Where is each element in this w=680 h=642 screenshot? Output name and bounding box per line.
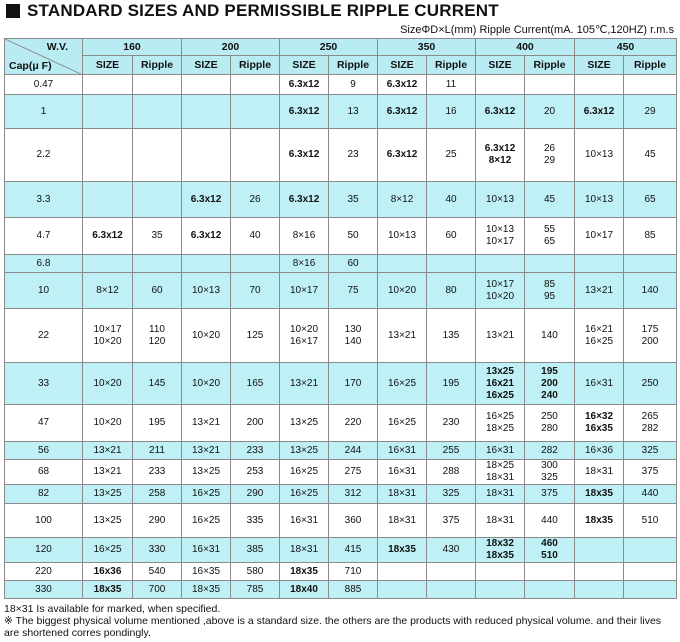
size-cell: 18×31 bbox=[476, 485, 525, 504]
size-cell bbox=[83, 255, 133, 273]
ripple-cell: 9 bbox=[329, 75, 378, 95]
ripple-cell: 20 bbox=[525, 95, 575, 129]
ripple-cell bbox=[525, 563, 575, 581]
size-cell: 6.3x12 bbox=[280, 182, 329, 218]
ripple-cell bbox=[427, 563, 476, 581]
ripple-cell: 200 bbox=[231, 405, 280, 442]
ripple-cell: 45 bbox=[624, 129, 677, 182]
ripple-cell bbox=[231, 95, 280, 129]
size-cell: 10×13 bbox=[476, 182, 525, 218]
ripple-cell: 430 bbox=[427, 538, 476, 563]
table-row bbox=[5, 182, 677, 218]
size-cell: 16×36 bbox=[575, 442, 624, 460]
size-cell: 6.3x12 bbox=[378, 75, 427, 95]
size-header: SIZE bbox=[280, 56, 329, 75]
size-cell: 16×25 bbox=[280, 485, 329, 504]
size-cell bbox=[378, 581, 427, 599]
size-cell bbox=[476, 75, 525, 95]
size-cell bbox=[575, 563, 624, 581]
size-cell bbox=[182, 255, 231, 273]
ripple-cell: 195 200 240 bbox=[525, 363, 575, 405]
size-cell: 10×20 bbox=[83, 363, 133, 405]
ripple-cell bbox=[133, 129, 182, 182]
ripple-cell: 325 bbox=[624, 442, 677, 460]
ripple-cell: 60 bbox=[329, 255, 378, 273]
ripple-cell: 220 bbox=[329, 405, 378, 442]
ripple-cell: 11 bbox=[427, 75, 476, 95]
table-row bbox=[5, 563, 677, 581]
ripple-cell: 40 bbox=[427, 182, 476, 218]
size-cell bbox=[378, 563, 427, 581]
ripple-cell: 195 bbox=[427, 363, 476, 405]
voltage-header: 160 bbox=[83, 39, 182, 56]
size-cell: 10×17 bbox=[280, 273, 329, 309]
ripple-cell: 360 bbox=[329, 504, 378, 538]
voltage-header: 200 bbox=[182, 39, 280, 56]
ripple-cell: 700 bbox=[133, 581, 182, 599]
table-row bbox=[5, 442, 677, 460]
cap-value: 0.47 bbox=[5, 75, 83, 95]
size-cell: 16x36 bbox=[83, 563, 133, 581]
ripple-cell: 85 bbox=[624, 218, 677, 255]
voltage-header: 400 bbox=[476, 39, 575, 56]
size-cell bbox=[575, 581, 624, 599]
table-row bbox=[5, 129, 677, 182]
table-row bbox=[5, 485, 677, 504]
table-row bbox=[5, 363, 677, 405]
size-cell bbox=[182, 129, 231, 182]
ripple-cell: 460 510 bbox=[525, 538, 575, 563]
ripple-cell: 290 bbox=[133, 504, 182, 538]
cap-value: 100 bbox=[5, 504, 83, 538]
size-cell: 16×25 bbox=[83, 538, 133, 563]
ripple-cell bbox=[427, 255, 476, 273]
cap-value: 2.2 bbox=[5, 129, 83, 182]
size-cell bbox=[575, 255, 624, 273]
ripple-cell: 140 bbox=[624, 273, 677, 309]
size-header: SIZE bbox=[182, 56, 231, 75]
cap-value: 3.3 bbox=[5, 182, 83, 218]
size-cell: 18x35 bbox=[378, 538, 427, 563]
ripple-cell: 26 bbox=[231, 182, 280, 218]
size-cell: 18×31 bbox=[575, 460, 624, 485]
ripple-header: Ripple bbox=[329, 56, 378, 75]
size-cell bbox=[83, 95, 133, 129]
size-cell: 6.3x12 bbox=[575, 95, 624, 129]
ripple-cell: 335 bbox=[231, 504, 280, 538]
ripple-cell: 125 bbox=[231, 309, 280, 363]
size-cell bbox=[378, 255, 427, 273]
table-row bbox=[5, 95, 677, 129]
ripple-cell: 540 bbox=[133, 563, 182, 581]
cap-value: 1 bbox=[5, 95, 83, 129]
ripple-cell bbox=[133, 182, 182, 218]
cap-value: 33 bbox=[5, 363, 83, 405]
ripple-header: Ripple bbox=[427, 56, 476, 75]
ripple-cell: 75 bbox=[329, 273, 378, 309]
size-cell: 8×16 bbox=[280, 218, 329, 255]
size-cell: 10×13 bbox=[182, 273, 231, 309]
ripple-cell: 275 bbox=[329, 460, 378, 485]
size-cell: 18x35 bbox=[575, 504, 624, 538]
size-cell: 10×20 bbox=[378, 273, 427, 309]
size-cell: 10×17 bbox=[575, 218, 624, 255]
ripple-cell bbox=[133, 75, 182, 95]
size-cell: 16×25 bbox=[378, 363, 427, 405]
ripple-cell: 580 bbox=[231, 563, 280, 581]
ripple-cell: 145 bbox=[133, 363, 182, 405]
cap-value: 220 bbox=[5, 563, 83, 581]
cap-value: 22 bbox=[5, 309, 83, 363]
cap-value: 330 bbox=[5, 581, 83, 599]
size-cell: 18×31 bbox=[378, 485, 427, 504]
ripple-cell: 130 140 bbox=[329, 309, 378, 363]
table-row bbox=[5, 538, 677, 563]
ripple-cell bbox=[624, 581, 677, 599]
ripple-header: Ripple bbox=[133, 56, 182, 75]
ripple-cell: 70 bbox=[231, 273, 280, 309]
ripple-cell: 440 bbox=[624, 485, 677, 504]
ripple-cell: 325 bbox=[427, 485, 476, 504]
ripple-cell: 710 bbox=[329, 563, 378, 581]
size-cell: 18x35 bbox=[83, 581, 133, 599]
ripple-cell bbox=[525, 75, 575, 95]
ripple-cell: 40 bbox=[231, 218, 280, 255]
size-cell: 13×21 bbox=[378, 309, 427, 363]
table-row bbox=[5, 405, 677, 442]
size-cell: 6.3x12 bbox=[378, 129, 427, 182]
size-cell: 6.3x12 bbox=[280, 129, 329, 182]
ripple-cell: 23 bbox=[329, 129, 378, 182]
ripple-cell: 85 95 bbox=[525, 273, 575, 309]
ripple-cell: 785 bbox=[231, 581, 280, 599]
footnote-marked: 18×31 Is available for marked, when specified. bbox=[4, 603, 221, 615]
ripple-cell: 233 bbox=[231, 442, 280, 460]
ripple-cell: 312 bbox=[329, 485, 378, 504]
ripple-cell: 375 bbox=[624, 460, 677, 485]
ripple-cell bbox=[624, 538, 677, 563]
size-cell: 13×21 bbox=[182, 442, 231, 460]
ripple-cell: 16 bbox=[427, 95, 476, 129]
size-header: SIZE bbox=[575, 56, 624, 75]
voltage-header: 250 bbox=[280, 39, 378, 56]
ripple-cell: 250 280 bbox=[525, 405, 575, 442]
size-cell bbox=[476, 581, 525, 599]
ripple-cell: 55 65 bbox=[525, 218, 575, 255]
table-subtitle: SizeΦD×L(mm) Ripple Current(mA. 105℃,120HZ) r.m.s bbox=[400, 24, 674, 36]
ripple-cell: 110 120 bbox=[133, 309, 182, 363]
size-header: SIZE bbox=[378, 56, 427, 75]
size-cell: 16×35 bbox=[182, 563, 231, 581]
ripple-cell: 290 bbox=[231, 485, 280, 504]
size-cell: 18x40 bbox=[280, 581, 329, 599]
size-cell: 13×21 bbox=[83, 442, 133, 460]
ripple-cell: 50 bbox=[329, 218, 378, 255]
size-header: SIZE bbox=[83, 56, 133, 75]
size-cell: 13×21 bbox=[182, 405, 231, 442]
ripple-cell: 25 bbox=[427, 129, 476, 182]
cap-value: 56 bbox=[5, 442, 83, 460]
table-row bbox=[5, 581, 677, 599]
voltage-header: 450 bbox=[575, 39, 677, 56]
ripple-cell: 29 bbox=[624, 95, 677, 129]
size-cell: 8×16 bbox=[280, 255, 329, 273]
size-cell: 16×31 bbox=[378, 460, 427, 485]
ripple-cell: 510 bbox=[624, 504, 677, 538]
size-cell: 16×25 bbox=[182, 504, 231, 538]
size-cell: 13×21 bbox=[575, 273, 624, 309]
size-cell: 6.3x12 bbox=[280, 95, 329, 129]
size-cell: 10×13 10×17 bbox=[476, 218, 525, 255]
ripple-cell: 135 bbox=[427, 309, 476, 363]
ripple-cell: 415 bbox=[329, 538, 378, 563]
size-cell: 16×25 bbox=[182, 485, 231, 504]
table-row bbox=[5, 504, 677, 538]
voltage-header: 350 bbox=[378, 39, 476, 56]
ripple-cell: 375 bbox=[427, 504, 476, 538]
ripple-cell: 165 bbox=[231, 363, 280, 405]
size-cell: 18×31 bbox=[280, 538, 329, 563]
size-cell: 13×25 bbox=[280, 442, 329, 460]
page-title: STANDARD SIZES AND PERMISSIBLE RIPPLE CURRENT bbox=[27, 1, 499, 20]
size-cell: 6.3x12 bbox=[378, 95, 427, 129]
ripple-cell: 195 bbox=[133, 405, 182, 442]
ripple-cell bbox=[525, 255, 575, 273]
ripple-cell bbox=[624, 75, 677, 95]
size-cell: 18×31 bbox=[476, 504, 525, 538]
ripple-cell: 300 325 bbox=[525, 460, 575, 485]
size-cell: 13×25 bbox=[182, 460, 231, 485]
size-cell bbox=[575, 75, 624, 95]
table-row bbox=[5, 75, 677, 95]
size-cell: 10×20 16×17 bbox=[280, 309, 329, 363]
size-cell: 13×21 bbox=[476, 309, 525, 363]
size-cell: 13×25 bbox=[280, 405, 329, 442]
table-row bbox=[5, 218, 677, 255]
ripple-header: Ripple bbox=[231, 56, 280, 75]
cap-value: 120 bbox=[5, 538, 83, 563]
ripple-cell: 35 bbox=[133, 218, 182, 255]
table-row bbox=[5, 273, 677, 309]
cap-value: 47 bbox=[5, 405, 83, 442]
size-cell bbox=[182, 75, 231, 95]
cap-value: 6.8 bbox=[5, 255, 83, 273]
size-cell: 6.3x12 bbox=[182, 182, 231, 218]
size-cell: 8×12 bbox=[378, 182, 427, 218]
size-cell: 13×25 bbox=[83, 504, 133, 538]
size-cell: 18x32 18x35 bbox=[476, 538, 525, 563]
ripple-cell bbox=[624, 563, 677, 581]
ripple-cell bbox=[231, 255, 280, 273]
size-cell: 6.3x12 8×12 bbox=[476, 129, 525, 182]
ripple-cell bbox=[624, 255, 677, 273]
ripple-cell bbox=[231, 75, 280, 95]
size-cell: 16×31 bbox=[378, 442, 427, 460]
size-cell: 18×31 bbox=[378, 504, 427, 538]
size-cell bbox=[182, 95, 231, 129]
ripple-cell: 288 bbox=[427, 460, 476, 485]
size-cell: 10×13 bbox=[575, 129, 624, 182]
ripple-cell: 330 bbox=[133, 538, 182, 563]
size-cell: 13×25 bbox=[83, 485, 133, 504]
ripple-cell: 385 bbox=[231, 538, 280, 563]
ripple-cell: 253 bbox=[231, 460, 280, 485]
size-cell bbox=[83, 182, 133, 218]
size-cell: 16×21 16×25 bbox=[575, 309, 624, 363]
ripple-cell bbox=[133, 95, 182, 129]
size-cell: 16×31 bbox=[280, 504, 329, 538]
size-cell: 13×21 bbox=[280, 363, 329, 405]
ripple-cell: 35 bbox=[329, 182, 378, 218]
ripple-cell: 255 bbox=[427, 442, 476, 460]
table-row bbox=[5, 255, 677, 273]
size-cell: 16×31 bbox=[575, 363, 624, 405]
size-cell: 10×20 bbox=[83, 405, 133, 442]
size-cell: 10×20 bbox=[182, 363, 231, 405]
ripple-cell: 230 bbox=[427, 405, 476, 442]
cap-label: Cap(μ F) bbox=[9, 60, 52, 72]
ripple-cell: 175 200 bbox=[624, 309, 677, 363]
ripple-cell: 885 bbox=[329, 581, 378, 599]
size-cell: 18×35 bbox=[182, 581, 231, 599]
ripple-cell: 375 bbox=[525, 485, 575, 504]
ripple-cell: 265 282 bbox=[624, 405, 677, 442]
ripple-cell bbox=[427, 581, 476, 599]
size-cell bbox=[83, 75, 133, 95]
size-cell bbox=[83, 129, 133, 182]
size-cell: 18x35 bbox=[575, 485, 624, 504]
ripple-header: Ripple bbox=[624, 56, 677, 75]
cap-value: 10 bbox=[5, 273, 83, 309]
size-cell: 8×12 bbox=[83, 273, 133, 309]
size-cell: 6.3x12 bbox=[83, 218, 133, 255]
square-bullet-icon bbox=[6, 4, 20, 18]
size-cell: 16×25 bbox=[378, 405, 427, 442]
ripple-header: Ripple bbox=[525, 56, 575, 75]
corner-header bbox=[5, 39, 83, 75]
size-cell: 16×25 18×25 bbox=[476, 405, 525, 442]
ripple-cell bbox=[231, 129, 280, 182]
size-cell: 18x35 bbox=[280, 563, 329, 581]
size-cell: 16×25 bbox=[280, 460, 329, 485]
wv-label: W.V. bbox=[46, 41, 68, 53]
size-cell: 10×13 bbox=[575, 182, 624, 218]
ripple-cell: 211 bbox=[133, 442, 182, 460]
ripple-cell: 233 bbox=[133, 460, 182, 485]
size-cell: 6.3x12 bbox=[280, 75, 329, 95]
ripple-cell: 282 bbox=[525, 442, 575, 460]
ripple-cell: 13 bbox=[329, 95, 378, 129]
ripple-cell: 26 29 bbox=[525, 129, 575, 182]
size-cell: 13x25 16x21 16x25 bbox=[476, 363, 525, 405]
size-cell bbox=[476, 563, 525, 581]
size-cell: 16×31 bbox=[182, 538, 231, 563]
table-row bbox=[5, 460, 677, 485]
cap-value: 68 bbox=[5, 460, 83, 485]
footnote-volume: ※ The biggest physical volume mentioned ,above is a standard size. the others are the products with reduced physical volume. and their lives are shortened corres pondingly. bbox=[4, 615, 662, 639]
size-cell: 16×31 bbox=[476, 442, 525, 460]
size-header: SIZE bbox=[476, 56, 525, 75]
ripple-cell: 45 bbox=[525, 182, 575, 218]
size-cell bbox=[575, 538, 624, 563]
size-cell: 10×17 10×20 bbox=[83, 309, 133, 363]
ripple-cell: 80 bbox=[427, 273, 476, 309]
ripple-current-table bbox=[4, 38, 677, 599]
ripple-cell: 140 bbox=[525, 309, 575, 363]
size-cell: 13×21 bbox=[83, 460, 133, 485]
ripple-cell: 250 bbox=[624, 363, 677, 405]
table-row bbox=[5, 309, 677, 363]
cap-value: 4.7 bbox=[5, 218, 83, 255]
ripple-cell: 258 bbox=[133, 485, 182, 504]
ripple-cell: 244 bbox=[329, 442, 378, 460]
size-cell: 6.3x12 bbox=[476, 95, 525, 129]
size-cell: 10×20 bbox=[182, 309, 231, 363]
title-bar bbox=[0, 0, 680, 22]
ripple-cell: 60 bbox=[427, 218, 476, 255]
size-cell: 16×32 16x35 bbox=[575, 405, 624, 442]
ripple-cell: 440 bbox=[525, 504, 575, 538]
size-cell: 6.3x12 bbox=[182, 218, 231, 255]
ripple-cell bbox=[525, 581, 575, 599]
ripple-cell: 170 bbox=[329, 363, 378, 405]
size-cell bbox=[476, 255, 525, 273]
size-cell: 10×13 bbox=[378, 218, 427, 255]
ripple-cell bbox=[133, 255, 182, 273]
ripple-cell: 60 bbox=[133, 273, 182, 309]
table-body bbox=[5, 75, 677, 599]
size-cell: 18×25 18×31 bbox=[476, 460, 525, 485]
size-cell: 10×17 10×20 bbox=[476, 273, 525, 309]
ripple-cell: 65 bbox=[624, 182, 677, 218]
cap-value: 82 bbox=[5, 485, 83, 504]
